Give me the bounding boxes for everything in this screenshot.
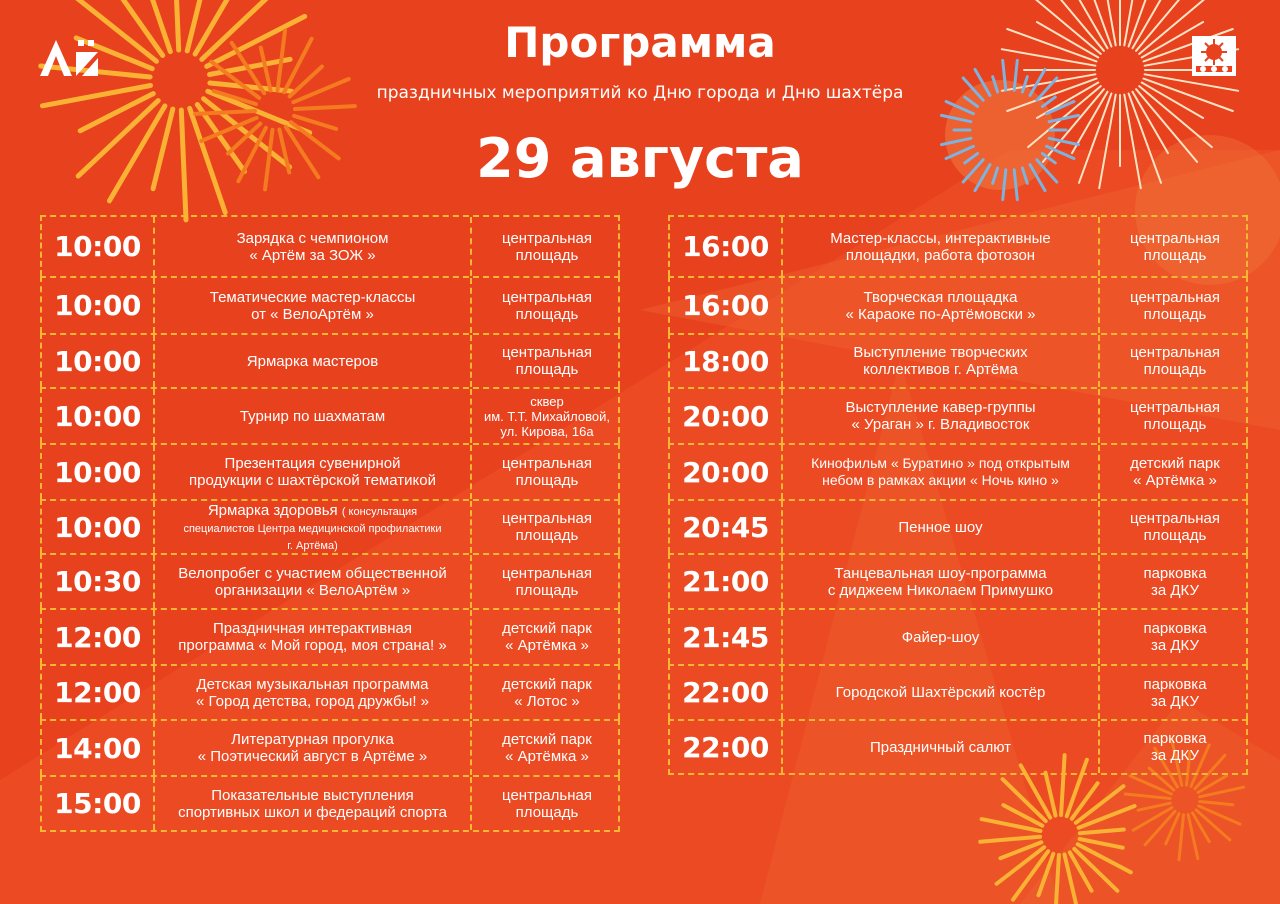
- event-location: детский парк « Артёмка »: [1130, 455, 1220, 489]
- event-title: Творческая площадка « Караоке по-Артёмовски »: [783, 278, 1100, 333]
- schedule-row: [668, 215, 1248, 276]
- event-title: Выступление кавер-группы « Ураган » г. Владивосток: [783, 389, 1100, 443]
- event-location: сквер им. Т.Т. Михайловой, ул. Кирова, 16а: [483, 393, 611, 439]
- event-time: 10:00: [42, 389, 155, 443]
- event-time: 21:00: [670, 555, 783, 608]
- event-title: Пенное шоу: [783, 501, 1100, 553]
- event-title: Ярмарка здоровья ( консультация специалистов Центра медицинской профилактики г. Артёма): [155, 501, 472, 553]
- schedule-row: [668, 276, 1248, 333]
- event-time: 21:45: [670, 610, 783, 664]
- event-location: парковка за ДКУ: [1143, 730, 1207, 764]
- event-time: 18:00: [670, 335, 783, 387]
- schedule-row: [40, 664, 620, 719]
- event-time: 10:30: [42, 555, 155, 608]
- schedule-row: [40, 333, 620, 387]
- event-title: Праздничный салют: [783, 721, 1100, 773]
- event-location: парковка за ДКУ: [1143, 564, 1207, 599]
- schedule-right: [668, 215, 1248, 775]
- event-title: Велопробег с участием общественной организации « ВелоАртём »: [155, 555, 472, 608]
- event-location: детский парк « Артёмка »: [502, 731, 592, 765]
- event-time: 10:00: [42, 217, 155, 276]
- event-location: центральная площадь: [502, 344, 592, 378]
- schedule-row: [668, 664, 1248, 719]
- schedule-row: [668, 553, 1248, 608]
- event-time: 10:00: [42, 335, 155, 387]
- event-location: парковка за ДКУ: [1143, 675, 1207, 710]
- schedule-row: [668, 719, 1248, 775]
- schedule-row: [40, 553, 620, 608]
- event-title: Выступление творческих коллективов г. Артёма: [783, 335, 1100, 387]
- event-location: центральная площадь: [1130, 399, 1220, 433]
- event-location: центральная площадь: [1130, 344, 1220, 378]
- event-location: детский парк « Артёмка »: [502, 620, 592, 654]
- event-title: Тематические мастер-классы от « ВелоАртём »: [155, 278, 472, 333]
- event-time: 22:00: [670, 666, 783, 719]
- event-time: 12:00: [42, 610, 155, 664]
- page-subtitle: праздничных мероприятий ко Дню города и Дню шахтёра: [376, 83, 904, 103]
- event-time: 15:00: [42, 777, 155, 830]
- schedule-row: [40, 443, 620, 499]
- event-title: Мастер-классы, интерактивные площадки, работа фотозон: [783, 217, 1100, 276]
- event-title: Ярмарка мастеров: [155, 335, 472, 387]
- event-location: парковка за ДКУ: [1143, 620, 1207, 654]
- page-title: Программа: [504, 18, 776, 67]
- event-time: 12:00: [42, 666, 155, 719]
- event-title: Детская музыкальная программа « Город детства, город дружбы! »: [155, 666, 472, 719]
- event-title: Файер-шоу: [783, 610, 1100, 664]
- event-location: центральная площадь: [1130, 288, 1220, 323]
- event-title: Показательные выступления спортивных школ и федераций спорта: [155, 777, 472, 830]
- schedule-row: [40, 499, 620, 553]
- schedule-row: [40, 775, 620, 832]
- event-location: центральная площадь: [1130, 229, 1220, 264]
- event-time: 10:00: [42, 501, 155, 553]
- event-location: центральная площадь: [502, 229, 592, 264]
- event-time: 16:00: [670, 278, 783, 333]
- event-location: детский парк « Лотос »: [502, 675, 592, 710]
- schedule-row: [40, 719, 620, 775]
- schedule-row: [40, 215, 620, 276]
- event-time: 10:00: [42, 445, 155, 499]
- event-location: центральная площадь: [502, 510, 592, 544]
- schedule-row: [668, 499, 1248, 553]
- event-title: Кинофильм « Буратино » под открытым небом в рамках акции « Ночь кино »: [783, 445, 1100, 499]
- event-title: Зарядка с чемпионом « Артём за ЗОЖ »: [155, 217, 472, 276]
- event-time: 20:45: [670, 501, 783, 553]
- event-location: центральная площадь: [502, 786, 592, 821]
- event-title: Праздничная интерактивная программа « Мой город, моя страна! »: [155, 610, 472, 664]
- event-time: 14:00: [42, 721, 155, 775]
- schedule-left: [40, 215, 620, 832]
- event-time: 20:00: [670, 445, 783, 499]
- event-title: Презентация сувенирной продукции с шахтёрской тематикой: [155, 445, 472, 499]
- schedule-row: [40, 387, 620, 443]
- event-title: Танцевальная шоу-программа с диджеем Николаем Примушко: [783, 555, 1100, 608]
- schedule-row: [668, 608, 1248, 664]
- schedule-row: [668, 443, 1248, 499]
- event-location: центральная площадь: [502, 564, 592, 599]
- schedule-row: [40, 276, 620, 333]
- schedule-row: [668, 387, 1248, 443]
- event-time: 22:00: [670, 721, 783, 773]
- schedule-row: [668, 333, 1248, 387]
- event-time: 10:00: [42, 278, 155, 333]
- event-location: центральная площадь: [502, 455, 592, 489]
- event-location: центральная площадь: [502, 288, 592, 323]
- event-location: центральная площадь: [1130, 510, 1220, 544]
- event-date: 29 августа: [476, 127, 804, 190]
- event-time: 16:00: [670, 217, 783, 276]
- event-title: Литературная прогулка « Поэтический август в Артёме »: [155, 721, 472, 775]
- event-title: Турнир по шахматам: [155, 389, 472, 443]
- event-title: Городской Шахтёрский костёр: [783, 666, 1100, 719]
- schedule-row: [40, 608, 620, 664]
- event-time: 20:00: [670, 389, 783, 443]
